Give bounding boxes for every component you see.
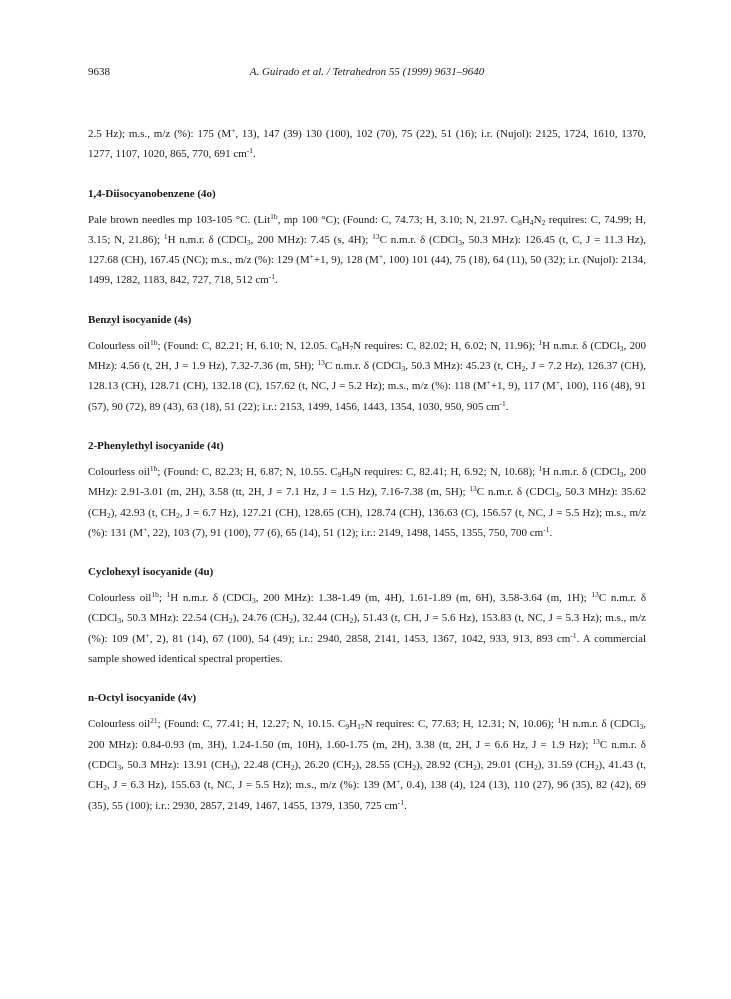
compound-4o-data: Pale brown needles mp 103-105 °C. (Lit$^{1b}$, mp 100 °C); (Found: C, 74.73; H, 3.10; N, 21.97. $C_8H_4N_2$ requires: C, 74.99; H, 3.15; N, 21.86); $^1$H n.m.r. δ (CDCl$_3$, 200 MHz): 7.45 (s, 4H); $^{13}$C n.m.r. δ (CDCl$_3$, 50.3 MHz): 126.45 (t, C, J = 11.3 Hz), 127.68 (CH), 167.45 (NC); m.s., m/z (%): 129 (M++1, 9), 128 (M+, 100) 101 (44), 75 (18), 64 (11), 50 (32); i.r. (Nujol): 2134, 1499, 1282, 1183, 842, 727, 718, 512 $cm^{-1}$. xyxy=(88,211,647,287)
running-head: A. Guirado et al. / Tetrahedron 55 (1999) 9631–9640 xyxy=(249,66,485,78)
compound-4v-heading: n-Octyl isocyanide (4v) xyxy=(88,692,197,705)
compound-4v-section xyxy=(88,688,646,815)
compound-4u-data: Colourless oil$^{1b}$; $^1$H n.m.r. δ (CDCl$_3$, 200 MHz): 1.38-1.49 (m, 4H), 1.61-1.89 (m, 6H), 3.58-3.64 (m, 1H); $^{13}$C n.m.r. δ (CDCl$_3$, 50.3 MHz): 22.54 $(CH_2)$, 24.76 $(CH_2)$, 32.44 $(CH_2)$, 51.43 (t, CH, J = 5.6 Hz), 153.83 (t, NC, J = 5.3 Hz); m.s., m/z (%): 109 (M+, 2), 81 (14), 67 (100), 54 (49); i.r.: 2940, 2858, 2141, 1453, 1367, 1042, 933, 913, 893 $cm^{-1}$. A commercial sample showed identical spectral properties. xyxy=(88,590,647,666)
compound-4s-section xyxy=(88,310,646,417)
compound-4o-section xyxy=(88,184,646,291)
compound-4t-heading: 2-Phenylethyl isocyanide (4t) xyxy=(88,439,224,452)
compound-4t-data: Colourless oil$^{1b}$; (Found: C, 82.23; H, 6.87; N, 10.55. $C_9H_9N$ requires: C, 82.41; H, 6.92; N, 10.68); $^1$H n.m.r. δ (CDCl$_3$, 200 MHz): 2.91-3.01 (m, 2H), 3.58 (tt, 2H, J = 7.1 Hz, J = 1.5 Hz), 7.16-7.38 (m, 5H); $^{13}$C n.m.r. δ (CDCl$_3$, 50.3 MHz): 35.62 $(CH_2)$, 42.93 (t, $CH_2$, J = 6.7 Hz), 127.21 (CH), 128.65 (CH), 128.74 (CH), 136.63 (C), 156.57 (t, NC, J = 5.5 Hz); m.s., m/z (%): 131 (M+, 22), 103 (7), 91 (100), 77 (6), 65 (14), 51 (12); i.r.: 2149, 1498, 1455, 1355, 750, 700 $cm^{-1}$. xyxy=(88,463,647,539)
compound-4s-data: Colourless oil$^{1b}$; (Found: C, 82.21; H, 6.10; N, 12.05. $C_8H_7N$ requires: C, 82.02; H, 6.02; N, 11.96); $^1$H n.m.r. δ (CDCl$_3$, 200 MHz): 4.56 (t, 2H, J = 1.9 Hz), 7.32-7.36 (m, 5H); $^{13}$C n.m.r. δ (CDCl$_3$, 50.3 MHz): 45.23 (t, $CH_2$, J = 7.2 Hz), 126.37 (CH), 128.13 (CH), 128.71 (CH), 132.18 (C), 157.62 (t, NC, J = 5.2 Hz); m.s., m/z (%): 118 (M++1, 9), 117 (M+, 100), 116 (48), 91 (57), 90 (72), 89 (43), 63 (18), 51 (22); i.r.: 2153, 1499, 1456, 1443, 1354, 1030, 950, 905 $cm^{-1}$. xyxy=(88,337,647,413)
compound-4t-section xyxy=(88,436,646,543)
compound-4u-section xyxy=(88,562,646,669)
compound-4o-heading: 1,4-Diisocyanobenzene (4o) xyxy=(88,187,216,200)
compound-4u-heading: Cyclohexyl isocyanide (4u) xyxy=(88,566,214,579)
article-body xyxy=(88,124,646,816)
page-number: 9638 xyxy=(88,66,110,78)
compound-4s-heading: Benzyl isocyanide (4s) xyxy=(88,313,192,326)
compound-4v-data: Colourless oil$^{21}$; (Found: C, 77.41; H, 12.27; N, 10.15. $C_9H_{17}N$ requires: C, 77.63; H, 12.31; N, 10.06); $^1$H n.m.r. δ (CDCl$_3$, 200 MHz): 0.84-0.93 (m, 3H), 1.24-1.50 (m, 10H), 1.60-1.75 (m, 2H), 3.38 (tt, 2H, J = 6.6 Hz, J = 1.9 Hz); $^{13}$C n.m.r. δ (CDCl$_3$, 50.3 MHz): 13.91 $(CH_3)$, 22.48 $(CH_2)$, 26.20 $(CH_2)$, 28.55 $(CH_2)$, 28.92 $(CH_2)$, 29.01 $(CH_2)$, 31.59 $(CH_2)$, 41.43 (t, $CH_2$, J = 6.3 Hz), 155.63 (t, NC, J = 5.5 Hz); m.s., m/z (%): 139 (M+, 0.4), 138 (4), 124 (13), 110 (27), 96 (35), 82 (42), 69 (35), 55 (100); i.r.: 2930, 2857, 2149, 1467, 1455, 1379, 1350, 725 $cm^{-1}$. xyxy=(88,716,647,812)
continued-paragraph: 2.5 Hz); m.s., m/z (%): 175 (M+, 13), 147 (39) 130 (100), 102 (70), 75 (22), 51 (16); i.r. (Nujol): 2125, 1724, 1610, 1370, 1277, 1107, 1020, 865, 770, 691 $cm^{-1}$. xyxy=(88,126,646,161)
page-header xyxy=(88,66,646,82)
